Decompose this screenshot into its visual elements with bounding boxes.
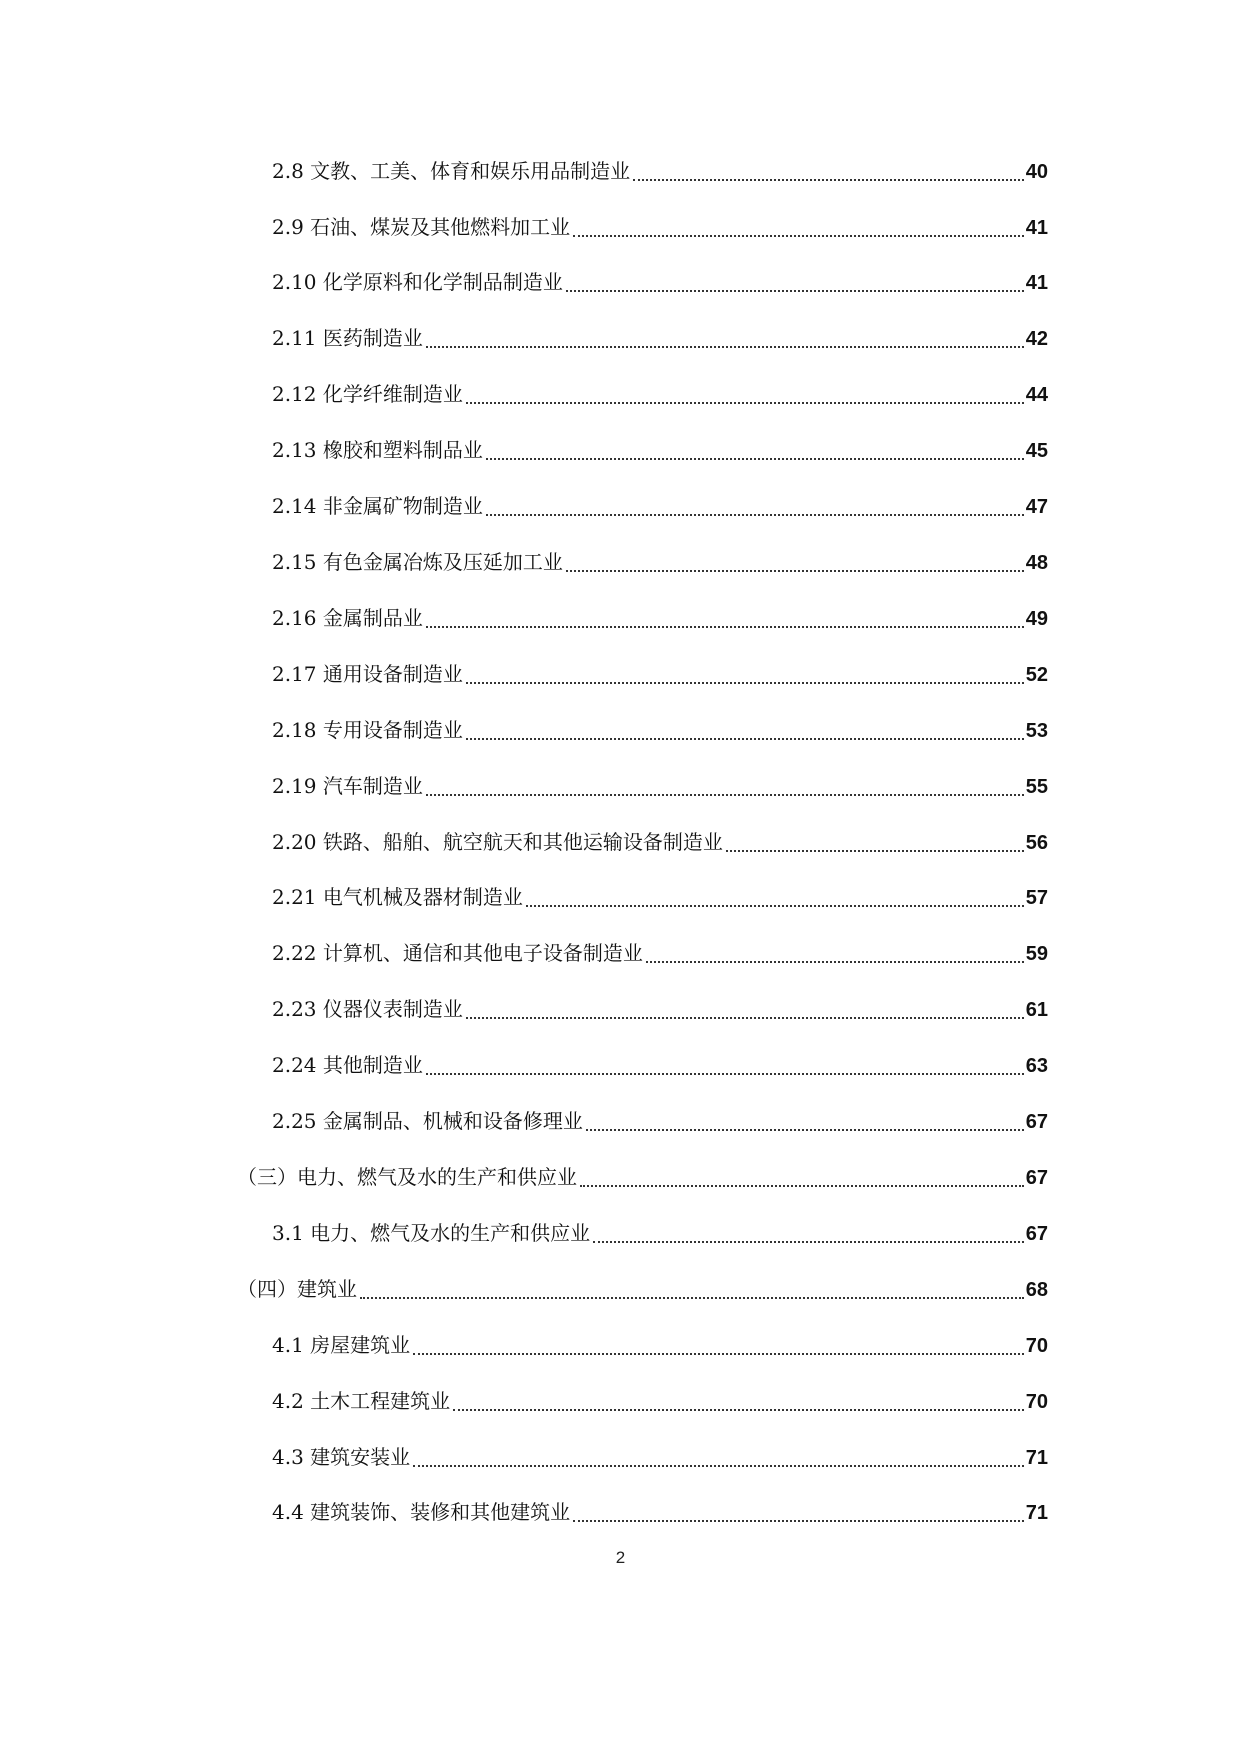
toc-entry-title: 2.22 计算机、通信和其他电子设备制造业 [272, 941, 643, 965]
toc-entry-page: 41 [1025, 272, 1048, 294]
dot-leader [426, 346, 1024, 348]
toc-entry-title: （三）电力、燃气及水的生产和供应业 [237, 1165, 577, 1189]
toc-entry-title: （四）建筑业 [237, 1277, 357, 1301]
toc-entry[interactable] [272, 936, 1048, 970]
toc-entry[interactable] [272, 1384, 1048, 1418]
dot-leader [593, 1241, 1024, 1243]
dot-leader [726, 850, 1024, 852]
toc-entry-page: 40 [1025, 161, 1048, 183]
toc-entry-title: 4.4 建筑装饰、装修和其他建筑业 [272, 1500, 571, 1524]
dot-leader [566, 290, 1024, 292]
dot-leader [426, 794, 1024, 796]
toc-entry[interactable] [272, 1048, 1048, 1082]
toc-entry[interactable] [272, 769, 1048, 803]
toc-entry-page: 55 [1025, 776, 1048, 798]
toc-entry-title: 2.8 文教、工美、体育和娱乐用品制造业 [272, 159, 631, 183]
toc-entry-section[interactable] [237, 1272, 1048, 1306]
toc-entry[interactable] [272, 321, 1048, 355]
toc-entry-page: 67 [1025, 1111, 1048, 1133]
toc-entry-title: 2.9 石油、煤炭及其他燃料加工业 [272, 215, 571, 239]
toc-entry-title: 2.16 金属制品业 [272, 606, 423, 630]
toc-entry-page: 52 [1025, 664, 1048, 686]
dot-leader [486, 458, 1024, 460]
dot-leader [566, 570, 1024, 572]
toc-entry[interactable] [272, 1440, 1048, 1474]
toc-entry[interactable] [272, 377, 1048, 411]
toc-entry-page: 57 [1025, 887, 1048, 909]
toc-entry[interactable] [272, 601, 1048, 635]
toc-entry-title: 4.1 房屋建筑业 [272, 1333, 411, 1357]
toc-entry-title: 2.11 医药制造业 [272, 326, 423, 350]
dot-leader [466, 682, 1024, 684]
toc-entry-page: 70 [1025, 1335, 1048, 1357]
toc-entry-title: 2.13 橡胶和塑料制品业 [272, 438, 483, 462]
toc-entry-title: 2.25 金属制品、机械和设备修理业 [272, 1109, 583, 1133]
toc-entry[interactable] [272, 154, 1048, 188]
toc-entry[interactable] [272, 545, 1048, 579]
toc-entry-title: 2.12 化学纤维制造业 [272, 382, 463, 406]
dot-leader [453, 1409, 1024, 1411]
toc-entry[interactable] [272, 880, 1048, 914]
toc-entry-title: 2.15 有色金属冶炼及压延加工业 [272, 550, 563, 574]
toc-entry-page: 47 [1025, 496, 1048, 518]
toc-entry-title: 2.20 铁路、船舶、航空航天和其他运输设备制造业 [272, 830, 723, 854]
toc-entry-section[interactable] [237, 1160, 1048, 1194]
toc-entry-title: 4.2 土木工程建筑业 [272, 1389, 451, 1413]
dot-leader [413, 1353, 1024, 1355]
dot-leader [426, 1073, 1024, 1075]
dot-leader [586, 1129, 1024, 1131]
toc-entry[interactable] [272, 210, 1048, 244]
toc-entry-title: 2.18 专用设备制造业 [272, 718, 463, 742]
toc-entry-page: 71 [1025, 1447, 1048, 1469]
toc-entry-page: 68 [1025, 1279, 1048, 1301]
dot-leader [466, 402, 1024, 404]
toc-entry-page: 44 [1025, 384, 1048, 406]
toc-entry-title: 3.1 电力、燃气及水的生产和供应业 [272, 1221, 591, 1245]
toc-entry-page: 70 [1025, 1391, 1048, 1413]
dot-leader [646, 961, 1024, 963]
toc-entry-title: 2.23 仪器仪表制造业 [272, 997, 463, 1021]
toc-entry-title: 2.14 非金属矿物制造业 [272, 494, 483, 518]
toc-entry[interactable] [272, 265, 1048, 299]
dot-leader [466, 1017, 1024, 1019]
toc-entry[interactable] [272, 433, 1048, 467]
toc-entry-page: 53 [1025, 720, 1048, 742]
toc-entry-page: 59 [1025, 943, 1048, 965]
toc-entry-page: 41 [1025, 217, 1048, 239]
toc-entry[interactable] [272, 713, 1048, 747]
toc-entry[interactable] [272, 657, 1048, 691]
toc-entry-page: 71 [1025, 1502, 1048, 1524]
dot-leader [360, 1297, 1024, 1299]
toc-entry[interactable] [272, 489, 1048, 523]
toc-entry-page: 49 [1025, 608, 1048, 630]
toc-entry-title: 2.21 电气机械及器材制造业 [272, 885, 523, 909]
toc-entry[interactable] [272, 1216, 1048, 1250]
toc-entry-title: 4.3 建筑安装业 [272, 1445, 411, 1469]
dot-leader [526, 905, 1024, 907]
toc-entry[interactable] [272, 1104, 1048, 1138]
dot-leader [486, 514, 1024, 516]
dot-leader [466, 738, 1024, 740]
toc-entry-page: 42 [1025, 328, 1048, 350]
toc-entry-page: 61 [1025, 999, 1048, 1021]
toc-entry-page: 56 [1025, 832, 1048, 854]
dot-leader [573, 1520, 1024, 1522]
page-number: 2 [615, 1548, 626, 1567]
toc-entry-title: 2.24 其他制造业 [272, 1053, 423, 1077]
toc-entry-title: 2.17 通用设备制造业 [272, 662, 463, 686]
toc-entry[interactable] [272, 825, 1048, 859]
dot-leader [633, 179, 1024, 181]
toc-entry[interactable] [272, 992, 1048, 1026]
toc-entry-page: 67 [1025, 1167, 1048, 1189]
toc-entry-page: 48 [1025, 552, 1048, 574]
dot-leader [580, 1185, 1024, 1187]
toc-entry[interactable] [272, 1328, 1048, 1362]
dot-leader [413, 1465, 1024, 1467]
toc-entry-title: 2.10 化学原料和化学制品制造业 [272, 270, 563, 294]
toc-entry-title: 2.19 汽车制造业 [272, 774, 423, 798]
toc-entry-page: 67 [1025, 1223, 1048, 1245]
toc-entry-page: 63 [1025, 1055, 1048, 1077]
toc-entry-page: 45 [1025, 440, 1048, 462]
dot-leader [573, 235, 1024, 237]
dot-leader [426, 626, 1024, 628]
toc-entry[interactable] [272, 1495, 1048, 1529]
